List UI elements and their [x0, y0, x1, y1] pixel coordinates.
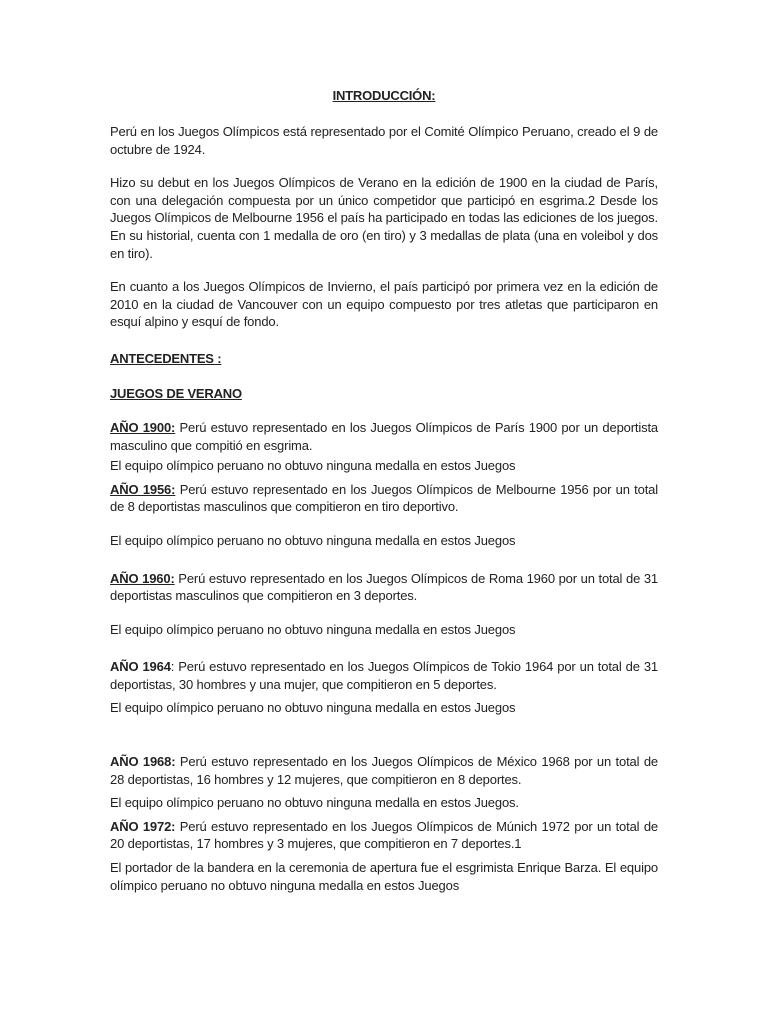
entry-1972-result: El portador de la bandera en la ceremonia de apertura fue el esgrimista Enrique Barza. El equipo olímpico peruano no obtuvo ninguna medalla en estos Juegos — [110, 860, 658, 893]
entry-1956-result: El equipo olímpico peruano no obtuvo ninguna medalla en estos Juegos — [110, 532, 516, 548]
entry-year: AÑO 1964 — [110, 659, 171, 675]
entry-1964-result: El equipo olímpico peruano no obtuvo ninguna medalla en estos Juegos — [110, 700, 516, 716]
intro-paragraph-3: En cuanto a los Juegos Olímpicos de Invierno, el país participó por primera vez en la edición de 2010 en la ciudad de Vancouver con un equipo compuesto por tres atletas que participaron en esquí alpino y esquí de fondo. — [110, 279, 658, 330]
entry-text: Perú estuvo representado en los Juegos Olímpicos de Múnich 1972 por un total de 20 deportistas, 17 hombres y 3 mujeres, que compitieron en 7 deportes.1 — [110, 818, 658, 852]
entry-1968 — [110, 753, 658, 788]
entry-1960 — [110, 570, 658, 605]
entry-1900 — [110, 419, 658, 454]
juegos-verano-heading: JUEGOS DE VERANO — [110, 385, 242, 401]
entry-1964 — [110, 658, 658, 693]
entry-year: AÑO 1900: — [110, 419, 176, 435]
entry-text: Perú estuvo representado en los Juegos Olímpicos de Roma 1960 por un total de 31 deportistas masculinos que compitieron en 3 deportes. — [110, 570, 658, 604]
entry-1960-result: El equipo olímpico peruano no obtuvo ninguna medalla en estos Juegos — [110, 621, 516, 637]
entry-text: Perú estuvo representado en los Juegos Olímpicos de París 1900 por un deportista masculino que compitió en esgrima. — [110, 419, 658, 453]
entry-year: AÑO 1960: — [110, 570, 175, 586]
antecedentes-heading: ANTECEDENTES : — [110, 350, 222, 366]
intro-paragraph-2: Hizo su debut en los Juegos Olímpicos de Verano en la edición de 1900 en la ciudad de París, con una delegación compuesta por un único competidor que participó en esgrima.2 Desde los Juegos Olímpicos de Melbourne 1956 el país ha participado en todas las ediciones de los juegos. En su historial, cuenta con 1 medalla de oro (en tiro) y 3 medallas de plata (una en voleibol y dos en tiro). — [110, 175, 658, 261]
entry-text: Perú estuvo representado en los Juegos Olímpicos de México 1968 por un total de 28 deportistas, 16 hombres y 12 mujeres, que compitieron en 8 deportes. — [110, 754, 658, 787]
entry-text: Perú estuvo representado en los Juegos Olímpicos de Melbourne 1956 por un total de 8 deportistas masculinos que compitieron en tiro deportivo. — [110, 481, 658, 515]
entry-year: AÑO 1968: — [110, 754, 176, 770]
intro-paragraph-1: Perú en los Juegos Olímpicos está representado por el Comité Olímpico Peruano, creado el 9 de octubre de 1924. — [110, 124, 658, 157]
entry-year: AÑO 1972: — [110, 818, 176, 834]
intro-title: INTRODUCCIÓN: — [332, 88, 436, 103]
entry-1968-result: El equipo olímpico peruano no obtuvo ninguna medalla en estos Juegos. — [110, 795, 519, 811]
entry-year: AÑO 1956: — [110, 481, 176, 497]
entry-1956 — [110, 481, 658, 516]
entry-1972 — [110, 818, 658, 853]
entry-text: : Perú estuvo representado en los Juegos Olímpicos de Tokio 1964 por un total de 31 deportistas, 30 hombres y una mujer, que compitieron en 5 deportes. — [110, 659, 658, 692]
entry-1900-result: El equipo olímpico peruano no obtuvo ninguna medalla en estos Juegos — [110, 458, 516, 474]
